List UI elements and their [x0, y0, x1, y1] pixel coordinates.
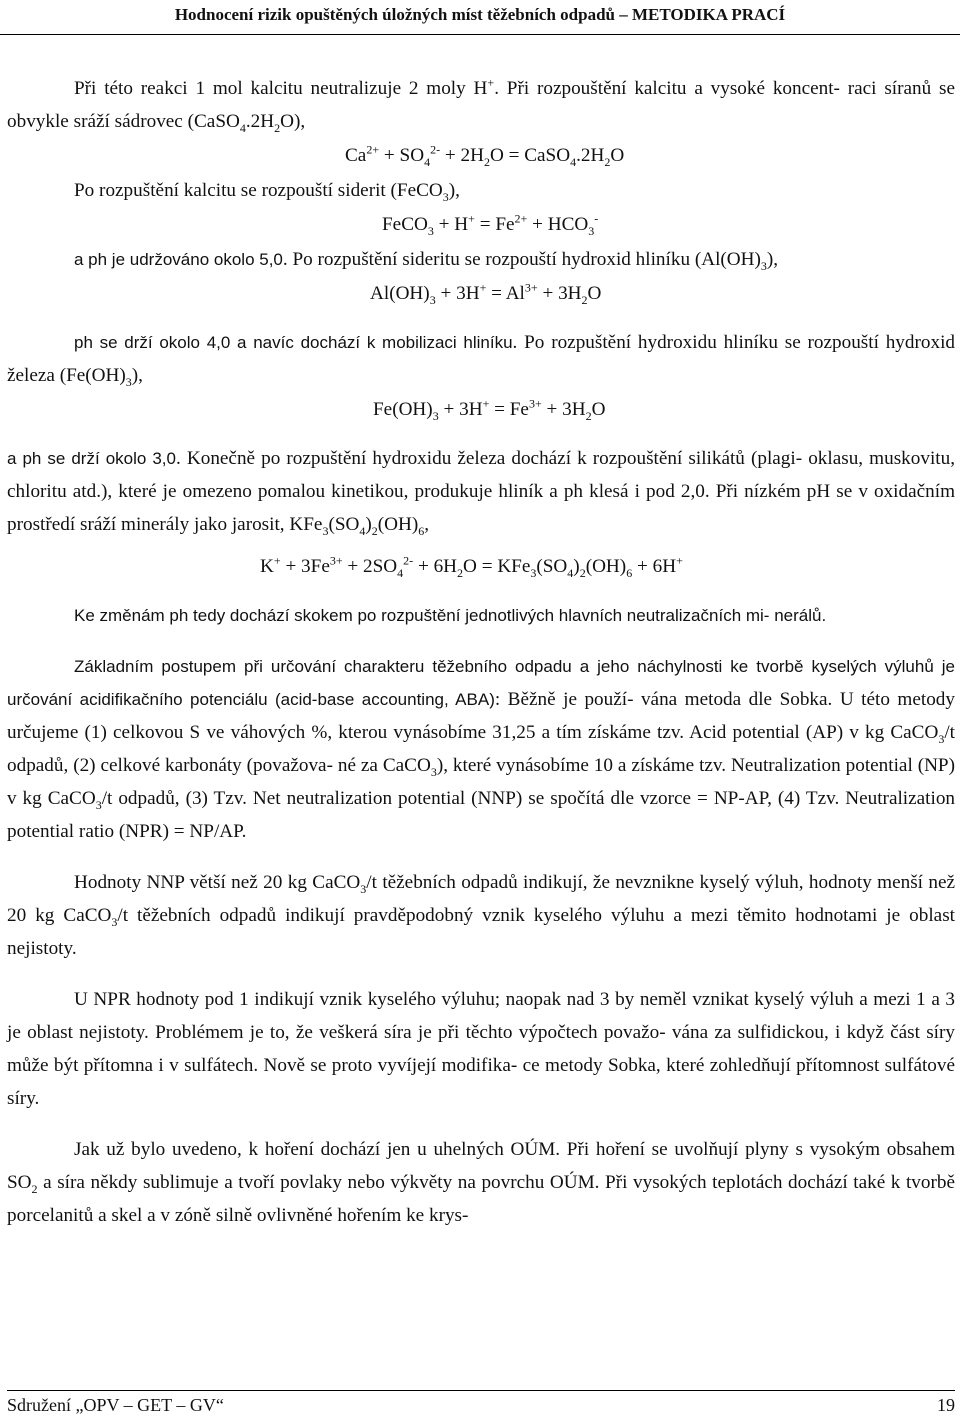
paragraph-aba: Základním postupem při určování charakteru těžebního odpadu a jeho náchylnosti ke tvorbě kyselých výluhů je určování acidifikačního potenciálu (acid-base accounting, ABA): Běžně je použí- vána metoda dle Sobka. U této metody určujeme (1) celkovou S ve váhových %, kterou vynásobíme 31,25 a tím získáme tzv. Acid potential (AP) v kg CaCO$_3$/t odpadů, (2) celkové karbonáty (považova- né za CaCO$_3$), které vynásobíme 10 a získáme tzv. Neutralization potential (NP) v kg CaCO$_3$/t odpadů, (3) Tzv. Net neutralization potential (NNP) se spočítá dle vzorce = NP-AP, (4) Tzv. Neutralization potential ratio (NPR) = NP/AP. — [7, 657, 956, 842]
paragraph-npr: U NPR hodnoty pod 1 indikují vznik kyselého výluhu; naopak nad 3 by neměl vznikat kyselý výluh a mezi 1 a 3 je oblast nejistoty. Problémem je to, že veškerá síra je při těchto výpočtech považo- vána za sulfidickou, i když část síry může být přítomna i v sulfátech. Nově se proto vyvíjejí modifika- ce metody Sobka, které zohledňují přítomnost sulfátové síry. — [7, 989, 955, 1109]
header-title: Hodnocení rizik opuštěných úložných míst těžebních odpadů – METODIKA PRACÍ — [174, 5, 786, 24]
paragraph-ph4: ph se drží okolo 4,0 a navíc dochází k mobilizaci hliníku. Po rozpuštění hydroxidu hliníku se rozpouští hydroxid železa $(Fe(OH)_3)$, — [7, 332, 955, 389]
page-content — [7, 72, 955, 1232]
equation-siderite: FeCO$_3$ + $H^+ = Fe^{2+} + HCO_3^-$ — [382, 211, 599, 238]
equation-gypsum: $Ca^{2+} + SO_4^{2-} + 2H_2O$ = $CaSO_4.2H_2O$ — [345, 142, 625, 169]
page-header — [0, 0, 960, 35]
equation-aluminium: $Al(OH)_3 + 3H^+ = Al^{3+} + 3H_2O$ — [370, 280, 602, 307]
equation-jarosite: $K^+ + 3Fe^{3+} + 2SO_4^{2-} + 6H_2O = KFe_3(SO_4)_2(OH)_6 + 6H^+$ — [260, 553, 683, 580]
paragraph-ph3: a ph se drží okolo 3,0. Konečně po rozpuštění hydroxidu železa dochází k rozpouštění silikátů (plagi- oklasu, muskovitu, chloritu atd.), které je omezeno pomalou kinetikou, produkuje hliník a ph klesá i pod 2,0. Při nízkém pH se v oxidačním prostředí sráží minerály jako jarosit, $KFe_3(SO_4)_2(OH)_6$, — [7, 448, 955, 538]
paragraph-siderite: Po rozpuštění kalcitu se rozpouští siderit (FeCO$_3$), — [74, 180, 460, 204]
paragraph-nnp: Hodnoty NNP větší než 20 kg CaCO$_3$/t těžebních odpadů indikují, že nevznikne kyselý výluh, hodnoty menší než 20 kg CaCO$_3$/t těžebních odpadů indikují pravděpodobný vznik kyselého výluhu a mezi těmito hodnotami je oblast nejistoty. — [7, 872, 955, 959]
equation-iron: $Fe(OH)_3 + 3H^+ = Fe^{3+} + 3H_2O$ — [373, 396, 606, 423]
paragraph-calcite: Při této reakci 1 mol kalcitu neutralizuje 2 moly H+. Při rozpouštění kalcitu a vysoké koncent- raci síranů se obvykle sráží sádrovec $(CaSO_4.2H_2O)$, — [7, 75, 955, 135]
paragraph-ph5: a ph je udržováno okolo 5,0. Po rozpuštění sideritu se rozpouští hydroxid hliníku $(Al(OH)_3)$, — [74, 249, 779, 273]
footer-association: Sdružení „OPV – GET – GV“ — [7, 1395, 224, 1415]
paragraph-steps: Ke změnám ph tedy dochází skokem po rozpuštění jednotlivých hlavních neutralizačních mi- nerálů. — [74, 606, 827, 625]
page-footer — [7, 1390, 955, 1415]
paragraph-burning: Jak už bylo uvedeno, k hoření dochází jen u uhelných OÚM. Při hoření se uvolňují plyny s vysokým obsahem $SO_2$ a síra někdy sublimuje a tvoří povlaky nebo výkvěty na povrchu OÚM. Při vysokých teplotách dochází také k tvorbě porcelanitů a skel a v zóně silně ovlivněné hořením ke krys- — [7, 1139, 955, 1226]
page-number: 19 — [937, 1395, 955, 1415]
